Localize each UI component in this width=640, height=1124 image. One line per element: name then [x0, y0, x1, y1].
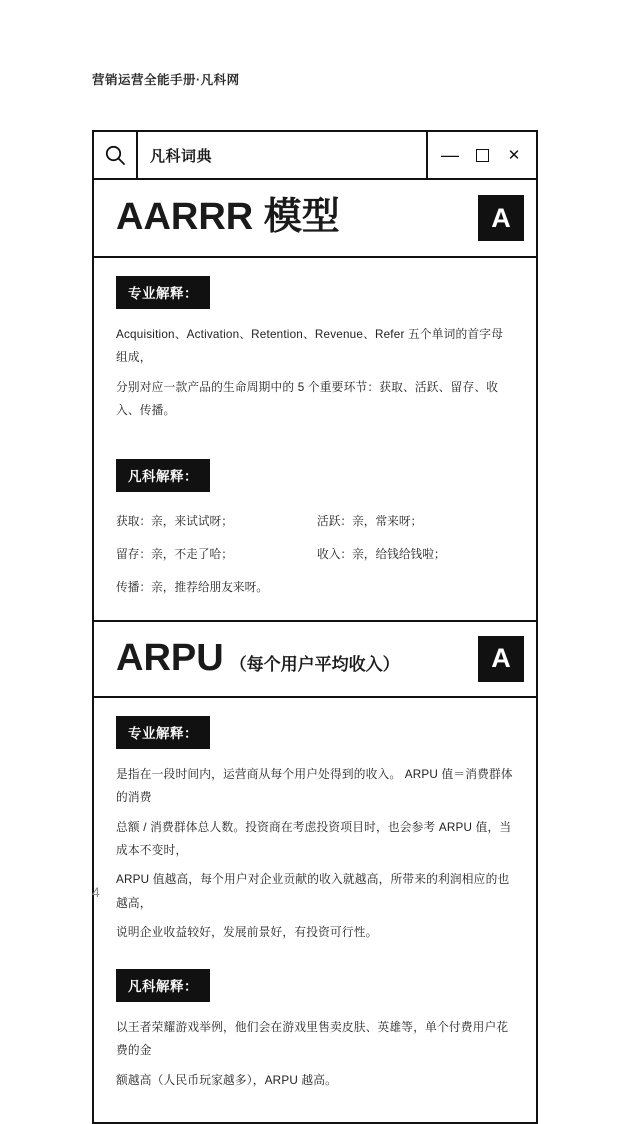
maximize-button[interactable]: [469, 142, 495, 168]
window-controls: [428, 132, 536, 178]
entry-title-wrap: [116, 198, 346, 238]
entry-header-arpu: [94, 620, 536, 698]
entry-badge: A: [478, 195, 524, 241]
paragraph-line: ARPU 值越高，每个用户对企业贡献的收入就越高，所带来的利润相应的也越高，: [116, 873, 510, 910]
running-header: 营销运营全能手册·凡科网: [92, 73, 240, 87]
search-icon: [104, 144, 126, 166]
section-tag-professional: 专业解释：: [116, 276, 210, 309]
list-item: 获取：亲，来试试呀；: [116, 514, 233, 528]
search-button[interactable]: [94, 132, 138, 178]
entry-header-aarrr: [94, 180, 536, 258]
paragraph-line: 说明企业收益较好，发展前景好，有投资可行性。: [116, 926, 378, 940]
close-button[interactable]: ✕: [507, 146, 521, 164]
paragraph-line: 分别对应一款产品的生命周期中的 5 个重要环节：获取、活跃、留存、收入、传播。: [116, 380, 499, 418]
paragraph-line: 额越高（人民币玩家越多），ARPU 越高。: [116, 1073, 338, 1087]
list-item: 收入：亲，给钱给钱啦；: [317, 548, 446, 562]
section-tag-fanke: 凡科解释：: [116, 459, 210, 492]
entry-badge: A: [478, 636, 524, 682]
entry-body-arpu: [94, 698, 536, 1122]
window-title: 凡科词典: [138, 132, 428, 178]
window-titlebar: [94, 132, 536, 180]
entry-body-aarrr: [94, 258, 536, 620]
paragraph-line: Acquisition、Activation、Retention、Revenue、Refer 五个单词的首字母组成，: [116, 328, 504, 365]
list-item: 传播：亲，推荐给朋友来呀。: [116, 581, 268, 595]
page-number: 4: [92, 884, 100, 900]
paragraph-line: 是指在一段时间内，运营商从每个用户处得到的收入。 ARPU 值＝消费群体的消费: [116, 767, 513, 805]
minimize-button[interactable]: —: [441, 145, 459, 165]
maximize-icon: [476, 149, 489, 162]
qa-list: [116, 510, 514, 600]
section-tag-fanke: 凡科解释：: [116, 969, 210, 1002]
entry-title-wrap: [116, 636, 400, 679]
paragraph-line: 总额 / 消费群体总人数。投资商在考虑投资项目时，也会参考 ARPU 值，当成本不变时，: [116, 820, 512, 858]
entry-title: AARRR 模型: [116, 196, 340, 239]
list-item: 留存：亲，不走了哈；: [116, 548, 233, 562]
list-item: 活跃：亲，常来呀；: [317, 514, 423, 528]
dictionary-window: [92, 130, 538, 1124]
entry-title: ARPU: [116, 636, 224, 679]
paragraph-line: 以王者荣耀游戏举例，他们会在游戏里售卖皮肤、英雄等，单个付费用户花费的金: [116, 1020, 509, 1058]
section-tag-professional: 专业解释：: [116, 716, 210, 749]
entry-subtitle: （每个用户平均收入）: [229, 654, 400, 674]
